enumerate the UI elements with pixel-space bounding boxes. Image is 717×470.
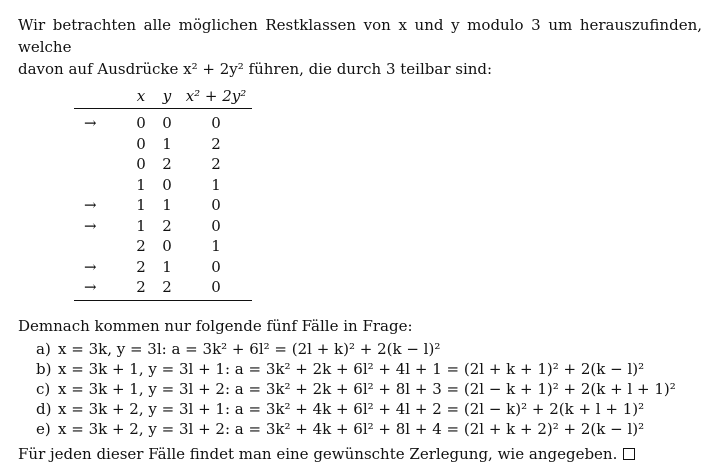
conclusion [18, 443, 702, 465]
cell-x: 0 [136, 114, 146, 133]
case-item [36, 379, 702, 399]
cell-y: 0 [162, 175, 172, 194]
cell-x: 2 [128, 277, 154, 300]
cell-expression: 1 [211, 237, 221, 256]
table-row [74, 257, 252, 278]
cell-expression: 0 [211, 257, 221, 276]
arrow-column-header [74, 84, 128, 109]
table-header-row [74, 84, 252, 109]
cell-expression: 0 [211, 216, 221, 235]
intro-line-1: Wir betrachten alle möglichen Restklassen von x und y modulo 3 um herauszufinden, welche [18, 16, 702, 56]
cell-y: 1 [162, 196, 172, 215]
row-arrow-icon: → [84, 216, 97, 235]
case-label: d) [36, 399, 52, 418]
row-arrow-icon [74, 236, 128, 257]
table-row [74, 154, 252, 175]
cell-y: 0 [162, 237, 172, 256]
cell-x: 1 [136, 175, 146, 194]
row-arrow-icon [74, 154, 128, 175]
cell-y: 1 [162, 134, 172, 153]
table-row [74, 216, 252, 237]
cell-expression: 0 [211, 114, 221, 133]
cases-intro: Demnach kommen nur folgende fünf Fälle in Frage: [18, 316, 413, 335]
cell-x: 2 [136, 237, 146, 256]
cell-x: 0 [136, 134, 146, 153]
cell-expression: 2 [211, 155, 221, 174]
cell-x: 1 [136, 216, 146, 235]
header-x: x [128, 84, 154, 109]
case-label: b) [36, 359, 52, 378]
cell-y: 2 [154, 277, 180, 300]
case-label: a) [36, 339, 51, 358]
case-equation: x = 3k, y = 3l: a = 3k² + 6l² = (2l + k)² + 2(k − l)² [58, 339, 441, 358]
table-row [74, 175, 252, 196]
intro-paragraph [18, 14, 702, 80]
header-y: y [154, 84, 180, 109]
row-arrow-icon: → [84, 257, 97, 276]
table-body [74, 109, 252, 301]
cell-y: 0 [162, 114, 172, 133]
cell-x: 0 [136, 155, 146, 174]
case-equation: x = 3k + 1, y = 3l + 1: a = 3k² + 2k + 6l² + 4l + 1 = (2l + k + 1)² + 2(k − l)² [58, 359, 645, 378]
case-item [36, 419, 702, 439]
case-label: e) [36, 419, 51, 438]
case-list [18, 339, 702, 439]
table-row [74, 277, 252, 300]
table-row [74, 134, 252, 155]
table-row [74, 109, 252, 134]
header-expression: x² + 2y² [180, 84, 252, 109]
row-arrow-icon: → [84, 114, 97, 133]
cell-x: 1 [136, 196, 146, 215]
case-equation: x = 3k + 1, y = 3l + 2: a = 3k² + 2k + 6l² + 8l + 3 = (2l − k + 1)² + 2(k + l + 1)² [58, 379, 676, 398]
cell-y: 2 [162, 216, 172, 235]
case-item [36, 399, 702, 419]
case-label: c) [36, 379, 51, 398]
row-arrow-icon: → [74, 277, 128, 300]
row-arrow-icon [74, 175, 128, 196]
conclusion-text: Für jeden dieser Fälle findet man eine gewünschte Zerlegung, wie angegeben. [18, 444, 618, 463]
qed-square-icon [623, 448, 635, 460]
cell-x: 2 [136, 257, 146, 276]
document-body [18, 14, 702, 465]
cell-expression: 0 [211, 196, 221, 215]
case-equation: x = 3k + 2, y = 3l + 2: a = 3k² + 4k + 6l² + 8l + 4 = (2l + k + 2)² + 2(k − l)² [58, 419, 645, 438]
cell-y: 2 [162, 155, 172, 174]
row-arrow-icon [74, 134, 128, 155]
case-equation: x = 3k + 2, y = 3l + 1: a = 3k² + 4k + 6l² + 4l + 2 = (2l − k)² + 2(k + l + 1)² [58, 399, 645, 418]
cell-expression: 0 [180, 277, 252, 300]
row-arrow-icon: → [84, 196, 97, 215]
intro-line-2: davon auf Ausdrücke x² + 2y² führen, die durch 3 teilbar sind: [18, 60, 493, 78]
table-row [74, 195, 252, 216]
residue-table [74, 84, 252, 301]
table-row [74, 236, 252, 257]
case-item [36, 359, 702, 379]
case-item [36, 339, 702, 359]
cell-expression: 1 [211, 175, 221, 194]
cell-y: 1 [162, 257, 172, 276]
cell-expression: 2 [211, 134, 221, 153]
